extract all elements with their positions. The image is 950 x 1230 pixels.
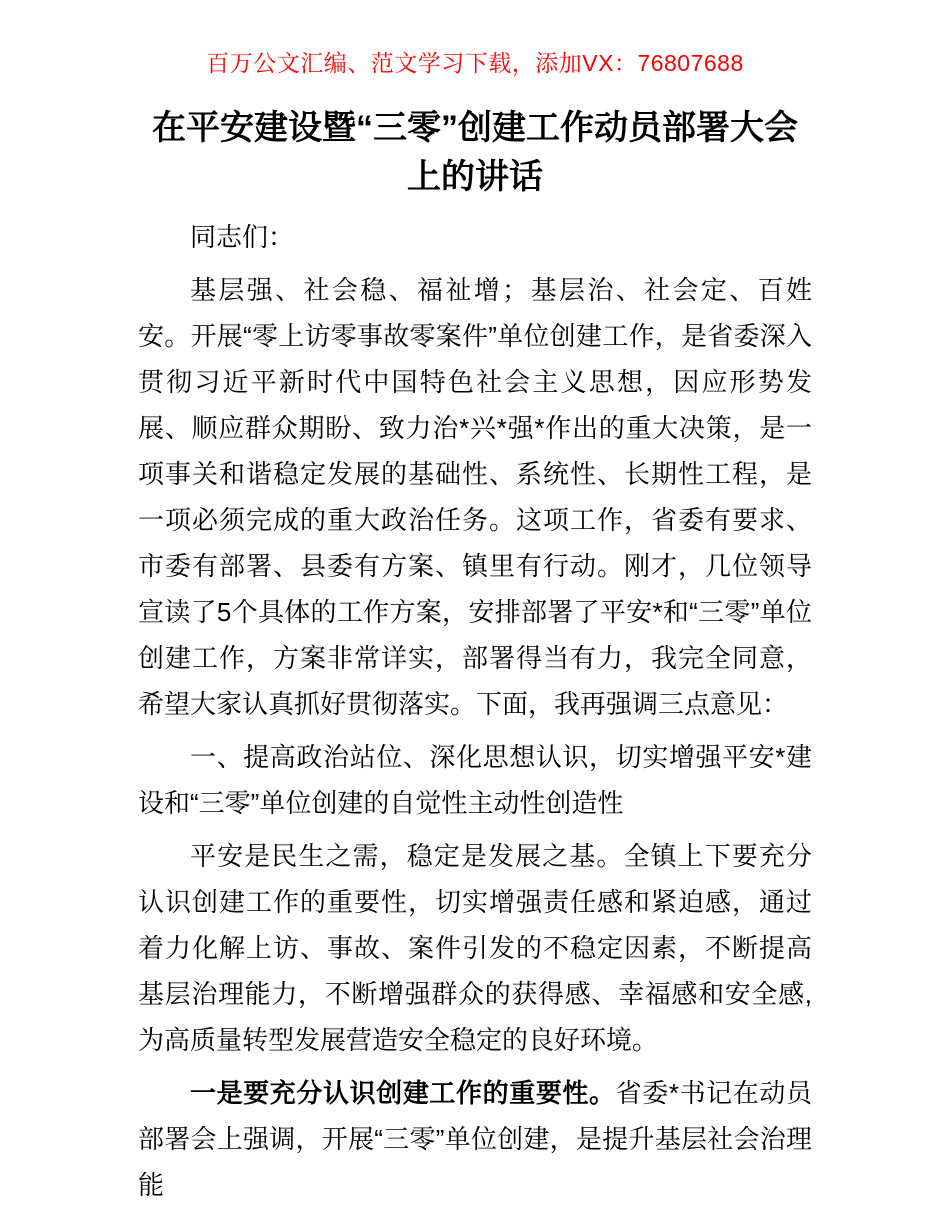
paragraph: 基层强、社会稳、福祉增；基层治、社会定、百姓安。开展“零上访零事故零案件”单位创建工作，是省委深入贯彻习近平新时代中国特色社会主义思想，因应形势发展、顺应群众期盼、致力治*兴*强*作出的重大决策，是一项事关和谐稳定发展的基础性、系统性、长期性工程，是一项必须完成的重大政治任务。这项工作，省委有要求、市委有部署、县委有方案、镇里有行动。刚才，几位领导宣读了5个具体的工作方案，安排部署了平安*和“三零”单位创建工作，方案非常详实，部署得当有力，我完全同意，希望大家认真抓好贯彻落实。下面，我再强调三点意见： xyxy=(138,275,812,719)
paragraph: 一、提高政治站位、深化思想认识，切实增强平安*建设和“三零”单位创建的自觉性主动性创造性 xyxy=(138,742,812,818)
paragraph-bold-lead: 一是要充分认识创建工作的重要性。 xyxy=(190,1078,616,1108)
paragraph: 平安是民生之需，稳定是发展之基。全镇上下要充分认识创建工作的重要性，切实增强责任感和紧迫感，通过着力化解上访、事故、案件引发的不稳定因素，不断提高基层治理能力，不断增强群众的获得感、幸福感和安全感,为高质量转型发展营造安全稳定的良好环境。 xyxy=(138,841,812,1055)
paragraph: 一是要充分认识创建工作的重要性。省委*书记在动员部署会上强调，开展“三零”单位创建，是提升基层社会治理能 xyxy=(138,1078,812,1200)
paragraph: 同志们： xyxy=(190,222,295,252)
title-line-2: 上的讲话 xyxy=(407,158,543,196)
promo-notice: 百万公文汇编、范文学习下载，添加VX：76807688 xyxy=(206,50,744,76)
title-line-1: 在平安建设暨“三零”创建工作动员部署大会 xyxy=(152,109,798,147)
document-body xyxy=(138,214,812,1208)
document-title xyxy=(0,104,950,202)
